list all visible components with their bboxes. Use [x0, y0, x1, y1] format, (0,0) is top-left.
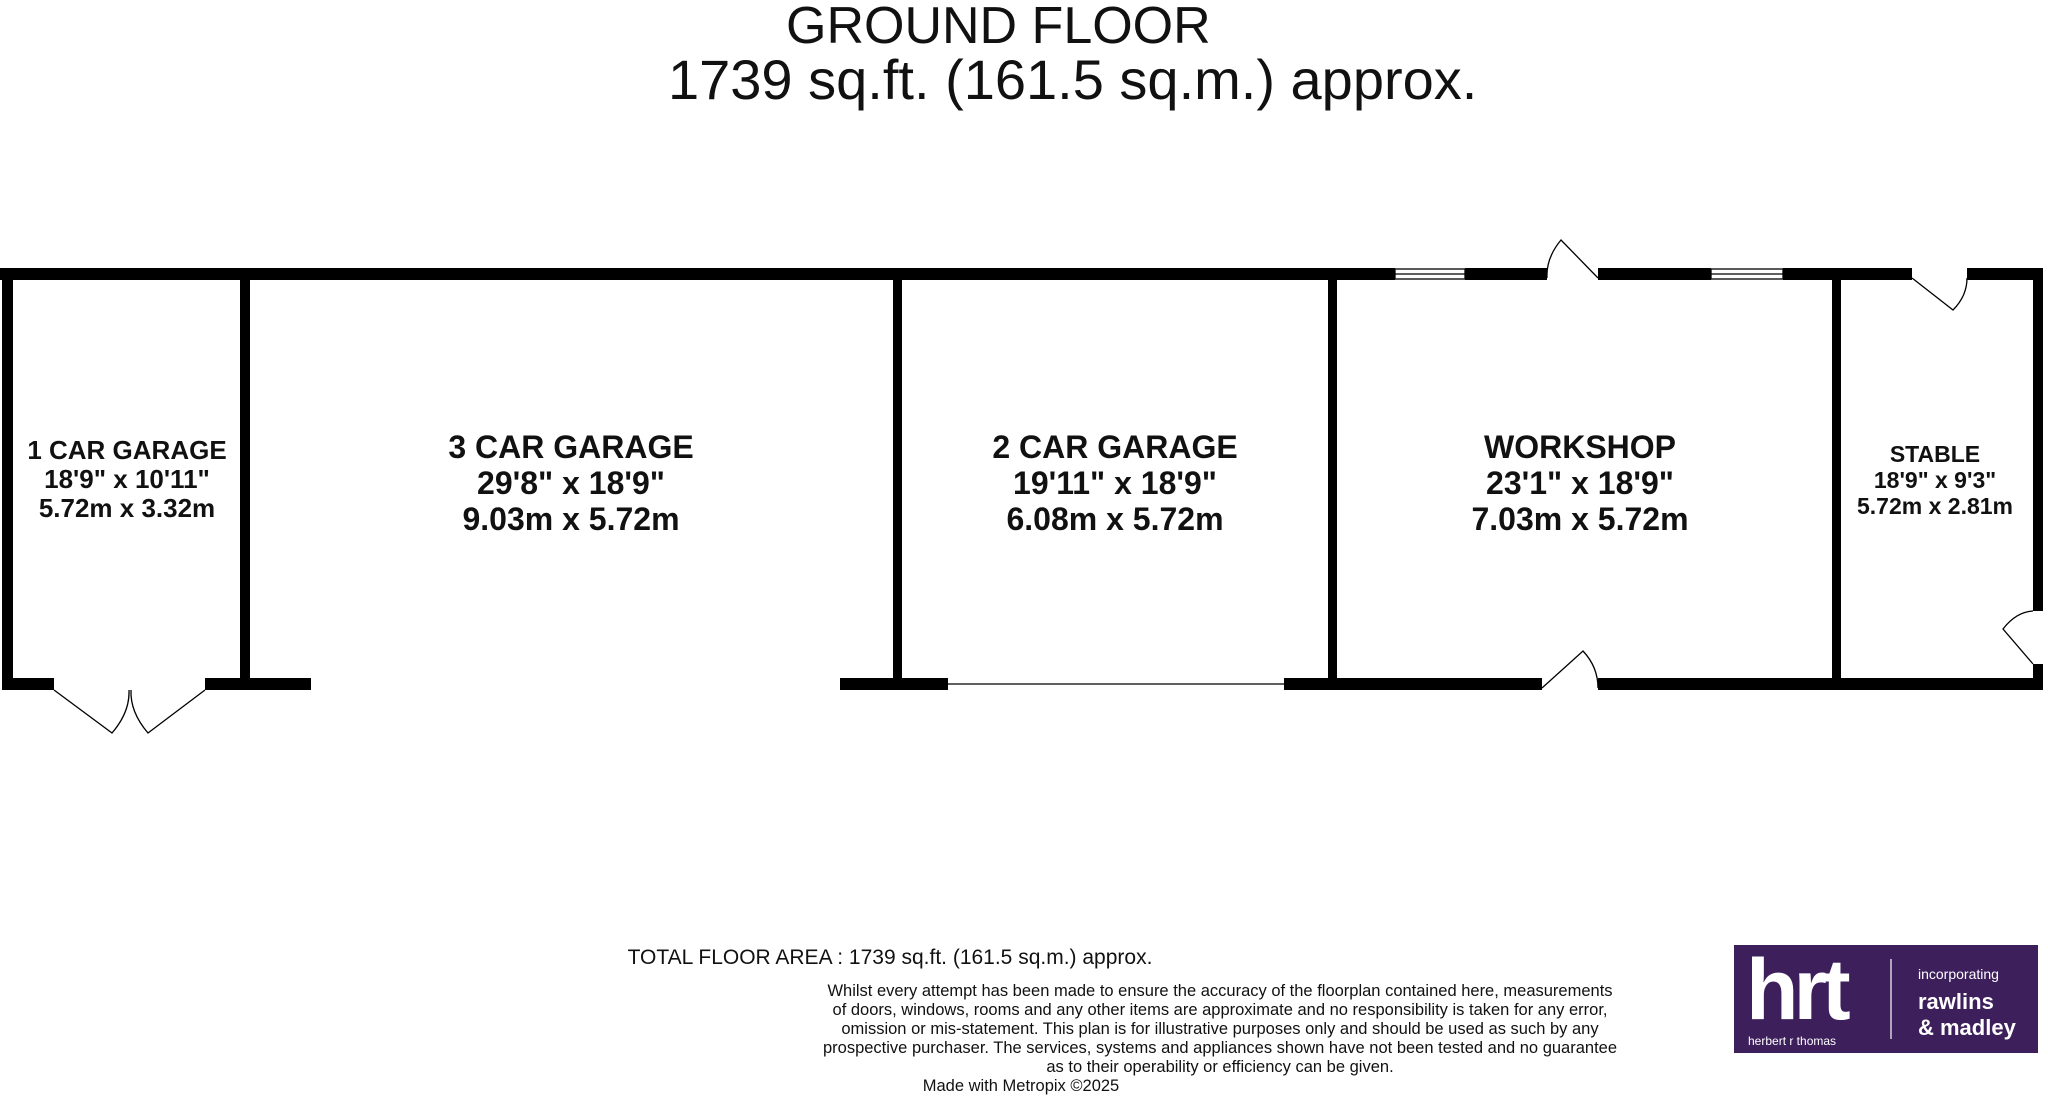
wall-top-workshop-c [1783, 268, 1912, 280]
disclaimer [590, 982, 1850, 1077]
agency-logo [1734, 942, 2038, 1053]
disclaimer-line: omission or mis-statement. This plan is for illustrative purposes only and should be used as such by any [841, 1020, 1599, 1038]
wall-left [2, 268, 13, 688]
floor-title: GROUND FLOOR [786, 0, 1211, 55]
room-metric: 5.72m x 3.32m [38, 493, 216, 524]
wall-bottom-5 [1598, 678, 2043, 690]
wall-bottom-4 [1284, 678, 1542, 690]
wall-bottom-1 [2, 678, 54, 690]
logo-mark: hrt [1746, 942, 1846, 1038]
door-1-car-garage-right [131, 690, 205, 733]
disclaimer-line: prospective purchaser. The services, systems and appliances shown have not been tested and no guarantee [822, 1039, 1618, 1057]
wall-right-upper [2033, 268, 2043, 611]
door-stable-right [2003, 611, 2033, 664]
room-metric: 9.03m x 5.72m [462, 500, 680, 537]
door-stable-top [1912, 278, 1967, 310]
room-1-car-garage [13, 436, 241, 523]
room-metric: 6.08m x 5.72m [1006, 500, 1224, 537]
logo-incorporating: incorporating [1918, 966, 1999, 982]
logo-mark-subtitle: herbert r thomas [1748, 1034, 1837, 1048]
wall-bottom-2 [205, 678, 311, 690]
room-workshop [1380, 430, 1780, 537]
room-imperial: 19'11" x 18'9" [1013, 464, 1217, 501]
wall-top-workshop-b [1598, 268, 1711, 280]
logo-divider [1890, 959, 1892, 1039]
wall-top-stable [1967, 268, 2042, 280]
floor-area-subtitle: 1739 sq.ft. (161.5 sq.m.) approx. [668, 48, 1478, 111]
made-with-credit: Made with Metropix ©2025 [922, 1077, 1120, 1095]
room-2-car-garage [915, 430, 1315, 537]
room-stable [1835, 442, 2035, 519]
room-imperial: 18'9" x 9'3" [1873, 466, 1997, 493]
disclaimer-line: Whilst every attempt has been made to ensure the accuracy of the floorplan contained here, measurements [827, 982, 1613, 1000]
logo-brand-line2: & madley [1918, 1015, 2016, 1040]
wall-top-left [0, 268, 1395, 280]
wall-partition-1 [240, 268, 250, 688]
room-metric: 5.72m x 2.81m [1856, 492, 2013, 519]
wall-top-workshop-a [1465, 268, 1547, 280]
door-workshop-top [1547, 240, 1598, 278]
logo-brand-line1: rawlins [1918, 989, 1994, 1014]
door-1-car-garage-left [54, 690, 129, 733]
door-workshop-bottom [1542, 651, 1598, 688]
room-name: 2 CAR GARAGE [992, 429, 1238, 465]
room-name: STABLE [1889, 441, 1981, 467]
room-name: WORKSHOP [1484, 429, 1676, 465]
wall-partition-3 [1328, 268, 1337, 688]
room-name: 3 CAR GARAGE [448, 429, 694, 465]
disclaimer-line: as to their operability or efficiency can be given. [1046, 1058, 1394, 1076]
disclaimer-line: of doors, windows, rooms and any other items are approximate and no responsibility is taken for any error, [832, 1001, 1608, 1019]
room-imperial: 23'1" x 18'9" [1486, 464, 1674, 501]
room-name: 1 CAR GARAGE [27, 435, 227, 465]
total-floor-area: TOTAL FLOOR AREA : 1739 sq.ft. (161.5 sq.m.) approx. [627, 946, 1153, 969]
room-3-car-garage [371, 430, 771, 537]
wall-bottom-3 [840, 678, 948, 690]
room-metric: 7.03m x 5.72m [1471, 500, 1689, 537]
room-imperial: 29'8" x 18'9" [477, 464, 665, 501]
room-imperial: 18'9" x 10'11" [44, 464, 210, 495]
wall-partition-2 [893, 268, 902, 688]
